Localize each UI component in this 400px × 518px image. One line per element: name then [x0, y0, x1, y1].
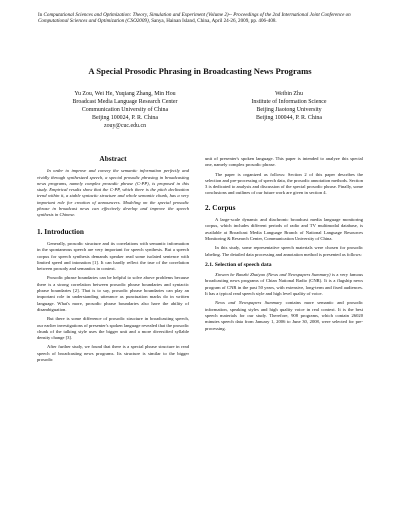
intro-paragraph: Generally, prosodic structure and its correlations with semantic information in the spontaneous speech are very important for speech synthesis. But a speech corpus for speech synthesis demands speaker read some isolated sentence with limited speed and intonation [1]. It can hardly reflect the true of the correlation between prosody and semantics in context.	[37, 240, 189, 272]
author-lab: Broadcast Media Language Research Center	[72, 99, 178, 106]
citation-source: Computational Sciences and Optimization: Theory, Simulation and Experiment (Volume 2)-- Proceedings of the 2nd International Joint Conference on Computational Sciences and Optimization (CSO2009),	[38, 12, 351, 25]
introduction-heading: 1. Introduction	[37, 226, 84, 236]
abstract-heading: Abstract	[99, 154, 127, 163]
selection-paragraph	[205, 272, 363, 297]
author-block-left	[36, 90, 214, 130]
program-name: News and Newspapers Summary	[215, 300, 283, 306]
citation-place: Sanya, Hainan Island, China, April 24-26, 2009, pp. 406-408.	[149, 18, 277, 25]
intro-paragraph: Prosodic phrase boundaries can be helpful to solve above problems because there is a strong correlation between prosodic phrase boundaries and syntactic phrase boundaries [2]. That is to say, prosodic phrase boundaries can play an important role in understanding utterance as punctuation marks do in written language. What's more, prosodic phrase boundaries also have the ability of disambiguation.	[37, 275, 189, 312]
abstract-text: In order to improve and convey the semantic information perfectly and vividly through synthesized speech, a special prosodic phrasing in broadcasting news programs, namely complex prosodic phrase (C-PP), is proposed in this study. Empirical results show that the C-PP, which there is the pitch declination trend within it, a stable syntactic structure and whole semantic chunk, has a very important role for creation of announcers. Modeling on the special prosodic phrase in broadcast news can effectively develop and improve the speech synthesis in Chinese.	[37, 168, 189, 218]
author-institute: Institute of Information Science	[251, 99, 327, 106]
intro-paragraph: But there is some difference of prosodic structure in broadcasting speech, our earlier investigations of presenter's spoken language revealed that the prosodic chunk of the talking style uses the bigger unit and a more diversified syllable density change [3].	[37, 316, 189, 341]
author-city: Beijing 100024, P. R. China	[92, 115, 158, 122]
right-column	[205, 156, 363, 335]
corpus-paragraph: In this study, some representative speech materials were chosen for prosodic labeling. The detailed data processing and annotation method is presented as follows:	[205, 245, 363, 257]
author-names: Yu Zou, Wei He, Yuqiang Zhang, Min Hou	[74, 91, 176, 97]
author-names: Weibin Zhu	[275, 91, 303, 97]
selection-paragraph	[205, 300, 363, 331]
author-university: Beijing Jiaotong University	[256, 107, 322, 114]
corpus-paragraph: A large-scale dynamic and diachronic broadcast media language monitoring corpus, which includes different periods of radio and TV multimodal database, is available at Broadcast Media Language Branch of National Language Resources Monitoring & Research Center, Communication University of China.	[205, 217, 363, 241]
author-university: Communication University of China	[81, 107, 169, 114]
selection-subheading: 2.1. Selection of speech data	[205, 261, 272, 268]
intro-continued-paragraph: unit of presenter's spoken language. This paper is intended to analyze this special one, namely complex prosodic phrase.	[205, 156, 363, 168]
author-city: Beijing 100044, P. R. China	[256, 115, 322, 122]
program-name: Xinwen he Baozhi Zhaiyao (News and Newspapers Summary)	[215, 272, 331, 278]
selection-text: contains more semantic and prosodic information, speaking styles and high quality voice in real context. It is the best speech materials for our study. Therefore, 908 programs, which contain 26020 minutes speech data from January 1, 2006 to June 30, 2008, were selected for pre-processing.	[205, 300, 363, 331]
paper-title: A Special Prosodic Phrasing in Broadcasting News Programs	[88, 66, 312, 76]
author-block-right	[214, 90, 364, 122]
citation-prefix: In	[38, 12, 44, 18]
corpus-heading: 2. Corpus	[205, 202, 236, 212]
selection-text: is a very famous broadcasting news programs of Chian National Radio (CNR). It is a flagship news program of CNR in the past 50 years, with extensive, long-term and fixed audiences. It has a typical read speech style and high level quality of voice.	[205, 272, 363, 297]
left-column	[37, 156, 189, 366]
intro-continued-paragraph: The paper is organized as follows: Section 2 of this paper describes the selection and pre-processing of speech data, the prosodic annotation methods. Section 3 is dedicated to analysis and discussion of the special prosodic phrase. Finally, some conclusions and outlines of our future work are given in section 4.	[205, 171, 363, 196]
author-email: zouy@cuc.edu.cn	[103, 123, 147, 130]
intro-paragraph: After further study, we found that there is a special phrase structure in read speech of broadcasting news programs. Its structure is similar to the bigger prosodic	[37, 344, 189, 363]
citation-header	[38, 12, 370, 24]
